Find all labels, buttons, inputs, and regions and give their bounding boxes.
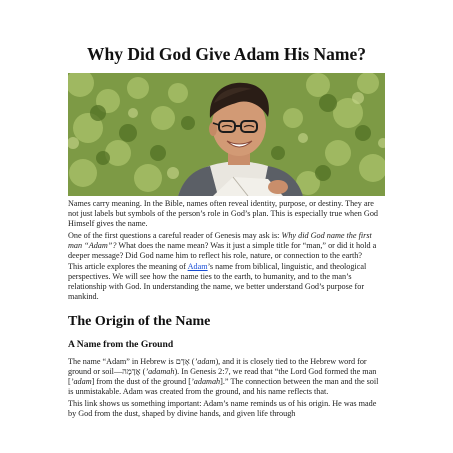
section-heading: The Origin of the Name [68,314,211,330]
hebrew-paragraph: The name “Adam” in Hebrew is אָדָם (’adam), and it is closely tied to the Hebrew word for ground or soil—אֲדָמָה (’adamah). In Genesis 2:7, we read that “the Lord God formed the man [’adam] from the dust of the ground [’adamah].” The connection between the man and the soil is unmistakable. Adam was created from the ground, and his name reflects that. [68,357,379,396]
origin-paragraph: This link shows us something important: Adam’s name reminds us of his origin. He was made by God from the dust, shaped by divine hands, and given life through [68,398,377,418]
hero-image [68,73,385,196]
hero-photo-illustration [68,73,385,196]
scope-paragraph: This article explores the meaning of Adam’s name from biblical, linguistic, and theological perspectives. We will see how the name ties to the earth, to humanity, and to the man’s relationship with God. In understanding the name, we better understand God’s purpose for mankind. [68,262,367,302]
question-paragraph: One of the first questions a careful reader of Genesis may ask is: Why did God name the first man “Adam”? What does the name mean? Was it just a simple title for “man,” or did it hold a deeper message? Did God name him to reflect his role, nature, or connection to the earth? [68,230,377,260]
subheading: A Name from the Ground [68,339,174,351]
adam-link[interactable]: Adam [187,262,208,272]
intro-paragraph: Names carry meaning. In the Bible, names often reveal identity, purpose, or destiny. They are not just labels but symbols of the person’s role in God’s plan. This is especially true when God Himself gives the name. [68,199,379,228]
article-title: Why Did God Give Adam His Name? [86,44,367,64]
question-emphasis: Why did God name the first man “Adam”? [68,230,372,250]
